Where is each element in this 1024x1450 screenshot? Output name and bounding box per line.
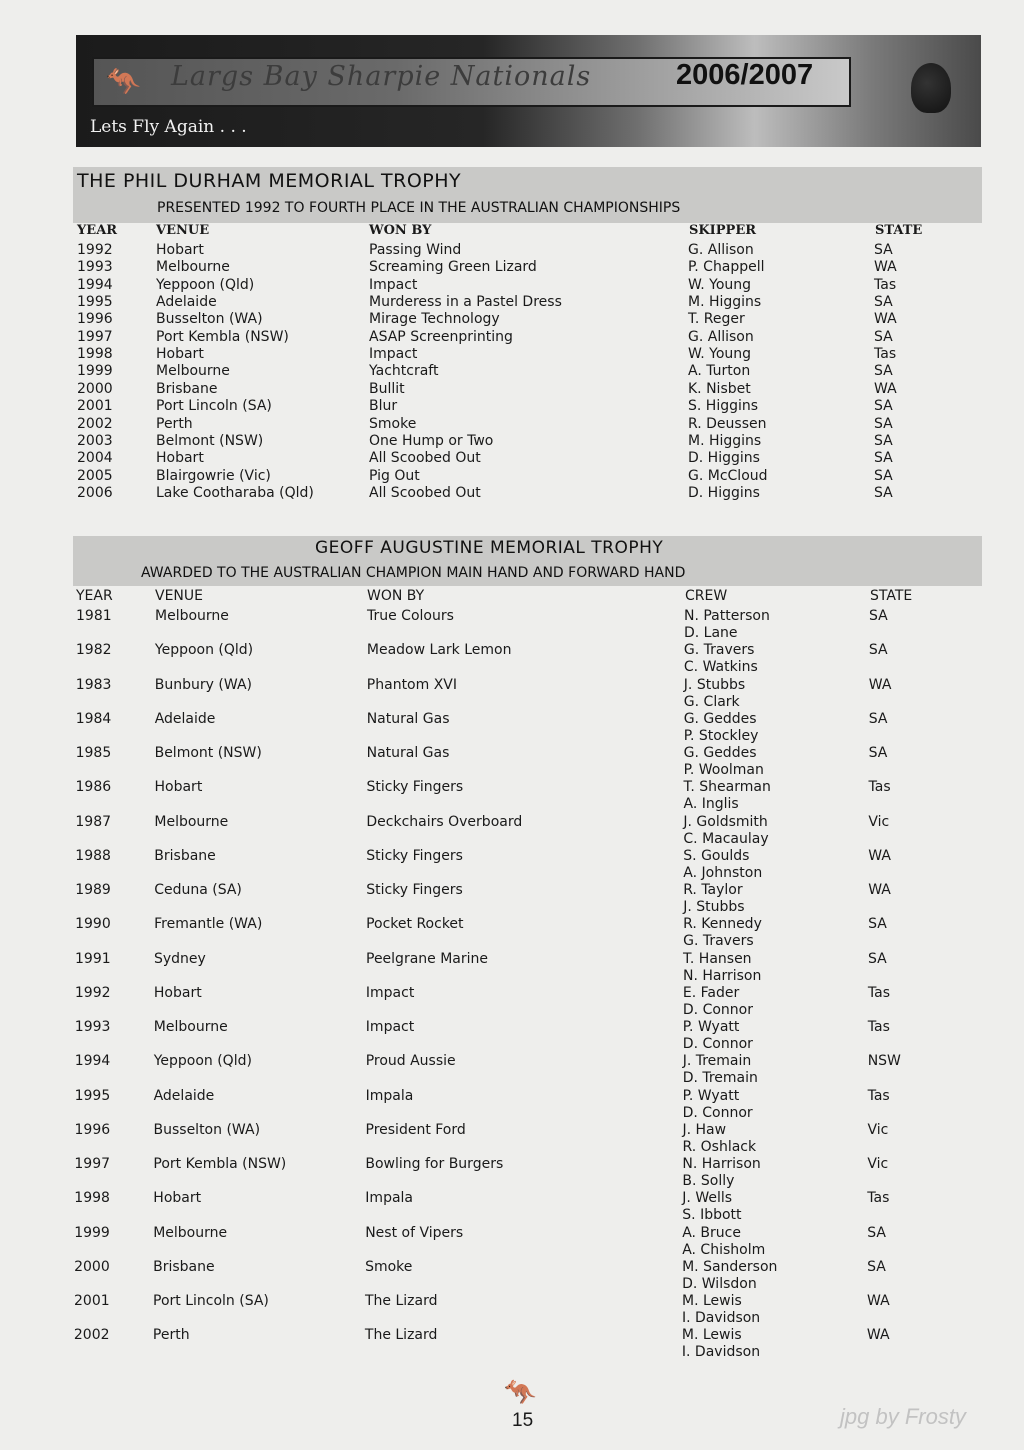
durham-cell-skipper: D. Higgins (688, 450, 760, 467)
augustine-cell-won-by: Nest of Vipers (365, 1224, 464, 1241)
durham-cell-venue: Lake Cootharaba (Qld) (156, 484, 314, 501)
augustine-cell-venue: Melbourne (154, 813, 229, 830)
augustine-cell-crew-forward-hand: D. Connor (682, 1001, 753, 1018)
augustine-cell-crew-forward-hand: D. Lane (684, 625, 738, 641)
augustine-cell-crew-main-hand: N. Harrison (682, 1156, 761, 1172)
durham-cell-venue: Port Kembla (NSW) (156, 328, 289, 345)
augustine-cell-venue: Hobart (154, 779, 203, 796)
augustine-cell-crew-main-hand: P. Wyatt (682, 1019, 740, 1035)
durham-cell-year: 2006 (77, 484, 113, 501)
augustine-cell-won-by: Proud Aussie (365, 1053, 456, 1070)
durham-cell-skipper: D. Higgins (688, 484, 760, 501)
durham-cell-year: 1995 (77, 294, 113, 311)
durham-cell-won-by: Impact (369, 346, 418, 363)
augustine-cell-year: 1988 (75, 847, 111, 864)
augustine-cell-crew-main-hand: J. Goldsmith (683, 813, 768, 830)
augustine-cell-state: Tas (868, 779, 891, 796)
durham-cell-state: Tas (874, 276, 897, 293)
augustine-cell-crew-forward-hand: J. Stubbs (683, 899, 745, 915)
augustine-cell-state: NSW (867, 1053, 901, 1070)
augustine-cell-year: 1991 (75, 950, 111, 967)
augustine-cell-state: Tas (867, 1019, 890, 1035)
durham-cell-venue: Brisbane (156, 380, 218, 397)
augustine-cell-crew-main-hand: J. Wells (682, 1190, 733, 1207)
augustine-cell-year: 1994 (74, 1053, 111, 1070)
augustine-cell-won-by: The Lizard (365, 1293, 438, 1309)
augustine-cell-won-by: Sticky Fingers (366, 847, 463, 864)
durham-cell-skipper: W. Young (688, 276, 752, 293)
durham-cell-year: 1998 (77, 346, 113, 363)
augustine-cell-crew-forward-hand: I. Davidson (682, 1310, 761, 1326)
augustine-cell-state: Tas (867, 1190, 890, 1207)
augustine-cell-year: 1996 (74, 1121, 111, 1138)
augustine-cell-state: WA (867, 1293, 890, 1309)
augustine-cell-won-by: The Lizard (364, 1327, 438, 1344)
durham-cell-won-by: All Scoobed Out (369, 484, 481, 501)
durham-cell-venue: Belmont (NSW) (156, 432, 264, 449)
durham-cell-won-by: Screaming Green Lizard (369, 259, 537, 276)
augustine-cell-crew-main-hand: M. Sanderson (682, 1258, 778, 1275)
page-number: 15 (512, 1410, 534, 1431)
event-year: 2006/2007 (676, 59, 814, 91)
augustine-cell-crew-forward-hand: D. Connor (682, 1036, 753, 1052)
augustine-cell-year: 1992 (74, 984, 111, 1001)
col-header-year: YEAR (76, 588, 113, 604)
augustine-cell-won-by: Phantom XVI (366, 676, 458, 693)
augustine-cell-year: 1985 (75, 745, 112, 761)
durham-cell-year: 2005 (77, 467, 113, 484)
durham-cell-state: WA (874, 311, 897, 328)
augustine-cell-state: Tas (867, 984, 890, 1001)
durham-cell-won-by: Yachtcraft (369, 363, 439, 380)
augustine-cell-won-by: Impact (365, 1019, 415, 1035)
durham-subtitle: PRESENTED 1992 TO FOURTH PLACE IN THE AUSTRALIAN CHAMPIONSHIPS (157, 200, 681, 216)
durham-cell-skipper: G. Allison (688, 328, 754, 345)
durham-cell-year: 1997 (77, 328, 113, 345)
durham-cell-won-by: Mirage Technology (369, 311, 500, 328)
durham-cell-year: 2000 (77, 380, 113, 397)
augustine-cell-state: Tas (867, 1087, 890, 1104)
augustine-cell-year: 1981 (76, 608, 112, 624)
augustine-cell-won-by: Deckchairs Overboard (366, 813, 523, 830)
durham-cell-state: SA (874, 484, 893, 501)
durham-cell-skipper: G. McCloud (688, 467, 768, 484)
durham-cell-venue: Hobart (156, 346, 204, 363)
durham-cell-state: SA (874, 363, 893, 380)
augustine-cell-crew-main-hand: P. Wyatt (682, 1087, 740, 1104)
augustine-cell-venue: Port Kembla (NSW) (153, 1156, 287, 1172)
durham-cell-venue: Port Lincoln (SA) (156, 398, 272, 415)
durham-cell-venue: Adelaide (156, 294, 217, 311)
augustine-cell-year: 1995 (74, 1087, 111, 1104)
durham-cell-year: 1994 (77, 276, 113, 293)
augustine-cell-won-by: Meadow Lark Lemon (366, 642, 512, 659)
durham-cell-year: 1999 (77, 363, 113, 380)
augustine-cell-state: Vic (867, 1121, 889, 1138)
augustine-cell-state: SA (868, 916, 887, 933)
augustine-cell-won-by: Natural Gas (366, 710, 450, 727)
augustine-cell-crew-forward-hand: R. Oshlack (682, 1138, 757, 1155)
augustine-cell-won-by: Impala (365, 1190, 413, 1207)
augustine-cell-state: WA (868, 882, 891, 898)
durham-cell-venue: Hobart (156, 450, 204, 467)
augustine-cell-crew-forward-hand: S. Ibbott (682, 1207, 742, 1224)
augustine-cell-crew-main-hand: T. Shearman (683, 779, 771, 796)
col-header-year: YEAR (77, 223, 118, 238)
augustine-cell-state: WA (868, 847, 891, 864)
durham-cell-won-by: Blur (369, 398, 398, 415)
augustine-cell-crew-forward-hand: C. Watkins (683, 659, 758, 676)
augustine-cell-won-by: Pocket Rocket (366, 916, 464, 933)
augustine-cell-crew-forward-hand: G. Travers (683, 933, 754, 950)
augustine-cell-venue: Busselton (WA) (153, 1121, 261, 1138)
augustine-cell-crew-main-hand: M. Lewis (682, 1293, 742, 1309)
augustine-cell-crew-forward-hand: B. Solly (682, 1173, 735, 1189)
augustine-cell-venue: Melbourne (155, 608, 229, 624)
augustine-cell-venue: Yeppoon (Qld) (154, 642, 254, 659)
durham-cell-skipper: M. Higgins (688, 294, 762, 311)
augustine-cell-crew-main-hand: G. Travers (683, 642, 755, 659)
durham-cell-state: SA (874, 328, 893, 345)
col-header-venue: VENUE (156, 223, 210, 238)
augustine-cell-venue: Ceduna (SA) (154, 882, 242, 898)
col-header-skipper: SKIPPER (689, 223, 757, 238)
augustine-cell-year: 1983 (75, 676, 112, 693)
header-banner (76, 35, 981, 147)
augustine-cell-year: 1997 (74, 1156, 111, 1172)
durham-cell-won-by: All Scoobed Out (369, 450, 481, 467)
durham-cell-won-by: Impact (369, 276, 418, 293)
durham-cell-venue: Hobart (156, 242, 204, 258)
augustine-cell-crew-main-hand: M. Lewis (681, 1327, 742, 1344)
augustine-cell-crew-main-hand: N. Patterson (684, 608, 770, 624)
augustine-cell-state: SA (867, 1258, 886, 1275)
durham-cell-state: SA (874, 432, 893, 449)
durham-cell-state: SA (874, 294, 893, 311)
durham-cell-venue: Melbourne (156, 363, 230, 380)
augustine-cell-venue: Hobart (153, 984, 202, 1001)
augustine-cell-crew-forward-hand: C. Macaulay (683, 830, 769, 847)
augustine-cell-state: SA (867, 1224, 886, 1241)
durham-cell-year: 1996 (77, 311, 113, 328)
augustine-cell-crew-forward-hand: G. Clark (683, 693, 740, 710)
durham-cell-skipper: R. Deussen (688, 415, 767, 432)
augustine-cell-year: 1998 (74, 1190, 110, 1207)
kangaroo-icon: 🦘 (106, 65, 141, 98)
augustine-cell-state: SA (868, 642, 888, 659)
augustine-cell-won-by: President Ford (365, 1121, 466, 1138)
tagline: Lets Fly Again . . . (90, 117, 247, 137)
augustine-cell-venue: Melbourne (153, 1019, 228, 1035)
augustine-cell-venue: Brisbane (154, 847, 216, 864)
augustine-cell-state: SA (869, 608, 888, 624)
augustine-cell-year: 1999 (74, 1224, 110, 1241)
kangaroo-icon: 🦘 (504, 1378, 537, 1408)
crest-logo (911, 63, 951, 113)
augustine-cell-state: Vic (867, 1156, 889, 1172)
augustine-cell-venue: Bunbury (WA) (154, 676, 252, 693)
augustine-cell-crew-main-hand: T. Hansen (683, 950, 752, 967)
augustine-cell-venue: Yeppoon (Qld) (153, 1053, 252, 1070)
col-header-state: STATE (875, 223, 923, 238)
augustine-cell-state: WA (866, 1327, 890, 1344)
augustine-cell-year: 2001 (74, 1293, 110, 1309)
augustine-cell-crew-main-hand: E. Fader (682, 984, 740, 1001)
augustine-cell-crew-forward-hand: P. Stockley (683, 727, 759, 744)
augustine-cell-won-by: Sticky Fingers (366, 779, 464, 796)
augustine-cell-venue: Brisbane (153, 1258, 215, 1275)
durham-cell-state: WA (874, 380, 897, 397)
augustine-cell-crew-main-hand: A. Bruce (682, 1224, 741, 1241)
durham-cell-venue: Perth (156, 415, 193, 432)
durham-cell-venue: Blairgowrie (Vic) (156, 467, 271, 484)
durham-cell-won-by: ASAP Screenprinting (369, 328, 513, 345)
durham-cell-skipper: P. Chappell (688, 259, 765, 276)
durham-cell-state: WA (874, 259, 897, 276)
durham-cell-won-by: One Hump or Two (369, 432, 494, 449)
photo-credit: jpg by Frosty (840, 1404, 966, 1429)
col-header-crew: CREW (685, 588, 728, 604)
durham-cell-state: SA (874, 415, 893, 432)
augustine-cell-venue: Adelaide (154, 710, 216, 727)
durham-cell-won-by: Bullit (369, 380, 405, 397)
augustine-cell-crew-forward-hand: D. Tremain (682, 1070, 758, 1087)
durham-cell-won-by: Murderess in a Pastel Dress (369, 294, 562, 311)
augustine-cell-crew-forward-hand: A. Inglis (683, 796, 739, 813)
augustine-cell-venue: Adelaide (153, 1087, 215, 1104)
durham-cell-venue: Melbourne (156, 259, 230, 276)
augustine-cell-crew-main-hand: G. Geddes (683, 710, 757, 727)
augustine-cell-venue: Sydney (154, 950, 206, 967)
augustine-cell-crew-forward-hand: I. Davidson (681, 1344, 761, 1361)
augustine-cell-venue: Melbourne (153, 1224, 228, 1241)
augustine-cell-crew-main-hand: J. Stubbs (683, 676, 746, 693)
col-header-venue: VENUE (155, 588, 203, 604)
durham-cell-skipper: S. Higgins (688, 398, 759, 415)
augustine-cell-crew-main-hand: S. Goulds (683, 847, 750, 864)
augustine-cell-won-by: Bowling for Burgers (365, 1156, 504, 1172)
augustine-cell-venue: Fremantle (WA) (154, 916, 263, 933)
augustine-cell-state: SA (868, 950, 887, 967)
durham-cell-venue: Yeppoon (Qld) (156, 276, 255, 293)
durham-cell-venue: Busselton (WA) (156, 311, 263, 328)
augustine-cell-year: 1984 (75, 710, 112, 727)
durham-cell-skipper: W. Young (688, 346, 752, 363)
durham-cell-year: 1993 (77, 259, 113, 276)
durham-cell-state: Tas (874, 346, 897, 363)
durham-cell-won-by: Passing Wind (369, 242, 462, 258)
augustine-cell-year: 1986 (75, 779, 112, 796)
durham-cell-state: SA (874, 467, 893, 484)
durham-cell-skipper: A. Turton (688, 363, 751, 380)
durham-cell-state: SA (874, 450, 893, 467)
augustine-cell-won-by: Natural Gas (366, 745, 450, 761)
durham-cell-year: 2003 (77, 432, 113, 449)
augustine-cell-won-by: Peelgrane Marine (366, 950, 489, 967)
augustine-cell-crew-main-hand: R. Kennedy (683, 916, 762, 933)
augustine-cell-won-by: Impact (365, 984, 415, 1001)
col-header-state: STATE (870, 588, 913, 604)
augustine-cell-won-by: Sticky Fingers (366, 882, 463, 898)
augustine-cell-state: Vic (868, 813, 890, 830)
augustine-cell-crew-forward-hand: N. Harrison (683, 967, 762, 984)
augustine-cell-venue: Hobart (153, 1190, 202, 1207)
durham-cell-state: SA (874, 242, 893, 258)
durham-cell-won-by: Pig Out (369, 467, 420, 484)
durham-cell-won-by: Smoke (369, 415, 417, 432)
col-header-won-by: WON BY (367, 588, 425, 604)
augustine-cell-won-by: True Colours (367, 608, 454, 624)
augustine-cell-crew-forward-hand: A. Johnston (683, 864, 763, 881)
durham-cell-skipper: T. Reger (688, 311, 745, 328)
augustine-cell-venue: Belmont (NSW) (154, 745, 262, 761)
durham-cell-year: 2001 (77, 398, 113, 415)
augustine-cell-year: 2000 (74, 1258, 110, 1275)
augustine-cell-year: 2002 (73, 1327, 110, 1344)
augustine-cell-crew-forward-hand: P. Woolman (683, 762, 764, 778)
augustine-cell-state: SA (868, 745, 888, 761)
augustine-cell-state: WA (868, 676, 892, 693)
augustine-cell-crew-forward-hand: D. Connor (682, 1104, 753, 1121)
augustine-cell-crew-main-hand: J. Tremain (682, 1053, 752, 1070)
augustine-cell-venue: Port Lincoln (SA) (153, 1293, 269, 1309)
augustine-cell-won-by: Impala (365, 1087, 414, 1104)
augustine-cell-year: 1990 (75, 916, 111, 933)
augustine-cell-crew-forward-hand: D. Wilsdon (682, 1275, 757, 1292)
augustine-cell-venue: Perth (152, 1327, 190, 1344)
augustine-cell-crew-main-hand: R. Taylor (683, 882, 743, 898)
augustine-cell-crew-forward-hand: A. Chisholm (682, 1241, 766, 1258)
augustine-cell-crew-main-hand: J. Haw (682, 1121, 727, 1138)
augustine-subtitle: AWARDED TO THE AUSTRALIAN CHAMPION MAIN HAND AND FORWARD HAND (141, 565, 686, 581)
augustine-cell-year: 1993 (74, 1019, 111, 1035)
augustine-cell-year: 1989 (75, 882, 111, 898)
durham-cell-skipper: K. Nisbet (688, 380, 751, 397)
augustine-cell-state: SA (868, 710, 888, 727)
augustine-cell-year: 1987 (75, 813, 112, 830)
durham-cell-year: 2002 (77, 415, 113, 432)
augustine-cell-crew-main-hand: G. Geddes (683, 745, 757, 761)
event-title: Largs Bay Sharpie Nationals (171, 61, 592, 92)
augustine-title: GEOFF AUGUSTINE MEMORIAL TROPHY (315, 538, 664, 558)
durham-cell-year: 1992 (77, 242, 113, 258)
augustine-cell-year: 1982 (75, 642, 112, 659)
augustine-cell-won-by: Smoke (365, 1258, 413, 1275)
durham-cell-state: SA (874, 398, 893, 415)
durham-cell-skipper: M. Higgins (688, 432, 762, 449)
durham-cell-skipper: G. Allison (688, 242, 754, 258)
col-header-won-by: WON BY (369, 223, 432, 238)
durham-title: THE PHIL DURHAM MEMORIAL TROPHY (77, 170, 462, 192)
durham-cell-year: 2004 (77, 450, 113, 467)
